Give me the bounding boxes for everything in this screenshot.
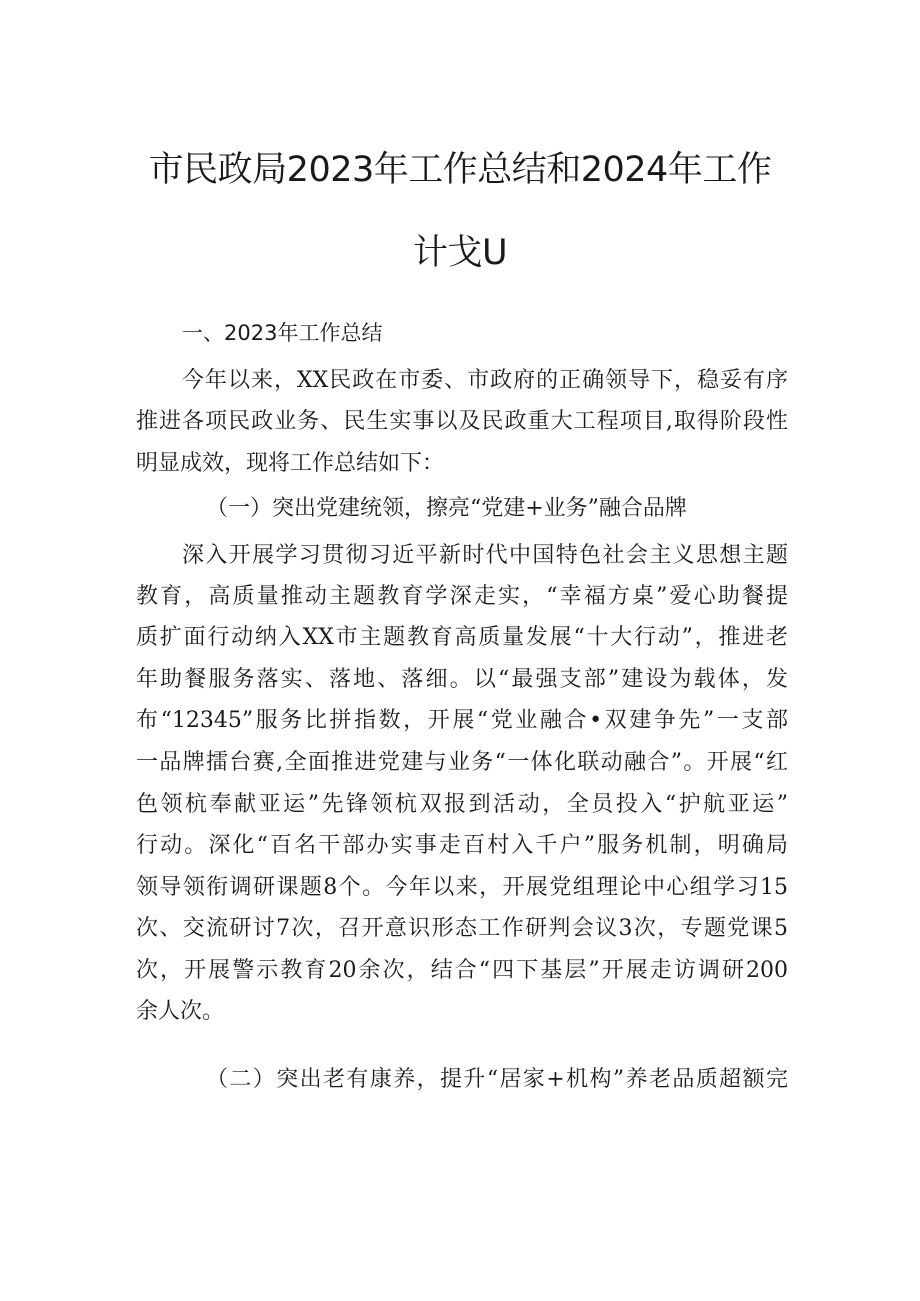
paragraph-line: 深入开展学习贯彻习近平新时代中国特色社会主义思想主题 xyxy=(182,543,788,568)
paragraph-line: 次、交流研讨7次，召开意识形态工作研判会议3次，专题党课5 xyxy=(136,916,788,941)
paragraph-line: 色领杭奉献亚运”先锋领杭双报到活动，全员投入“护航亚运” xyxy=(136,792,788,817)
intro-line: 明显成效，现将工作总结如下： xyxy=(136,451,445,476)
paragraph-line: 次，开展警示教育20余次，结合“四下基层”开展走访调研200 xyxy=(136,958,788,983)
paragraph-line: 一品牌擂台赛,全面推进党建与业务“一体化联动融合”。开展“红 xyxy=(136,750,788,775)
document-title-line-1: 市民政局2023年工作总结和2024年工作 xyxy=(148,150,772,190)
document-title-line-2: 计戈U xyxy=(412,233,508,273)
paragraph-line: 领导领衔调研课题8个。今年以来，开展党组理论中心组学习15 xyxy=(136,875,788,900)
paragraph-line: 年助餐服务落实、落地、落细。以“最强支部”建设为载体，发 xyxy=(136,667,788,692)
intro-line: 推进各项民政业务、民生实事以及民政重大工程项目,取得阶段性 xyxy=(136,409,788,434)
paragraph-line: 教育，高质量推动主题教育学深走实，“幸福方桌”爱心助餐提 xyxy=(136,584,788,609)
paragraph-line: 质扩面行动纳入XX市主题教育高质量发展“十大行动”，推进老 xyxy=(136,625,788,650)
subsection-heading-2: （二）突出老有康养，提升“居家+机构”养老品质超额完 xyxy=(206,1067,788,1092)
paragraph-line: 行动。深化“百名干部办实事走百村入千户”服务机制，明确局 xyxy=(136,833,788,858)
paragraph-line: 余人次。 xyxy=(136,999,225,1024)
intro-line: 今年以来，XX民政在市委、市政府的正确领导下，稳妥有序 xyxy=(182,368,788,393)
section-heading: 一、2023年工作总结 xyxy=(182,321,383,345)
subsection-heading-1: （一）突出党建统领，擦亮“党建+业务”融合品牌 xyxy=(206,496,687,521)
paragraph-line: 布“12345”服务比拼指数，开展“党业融合•双建争先”一支部 xyxy=(136,708,788,733)
